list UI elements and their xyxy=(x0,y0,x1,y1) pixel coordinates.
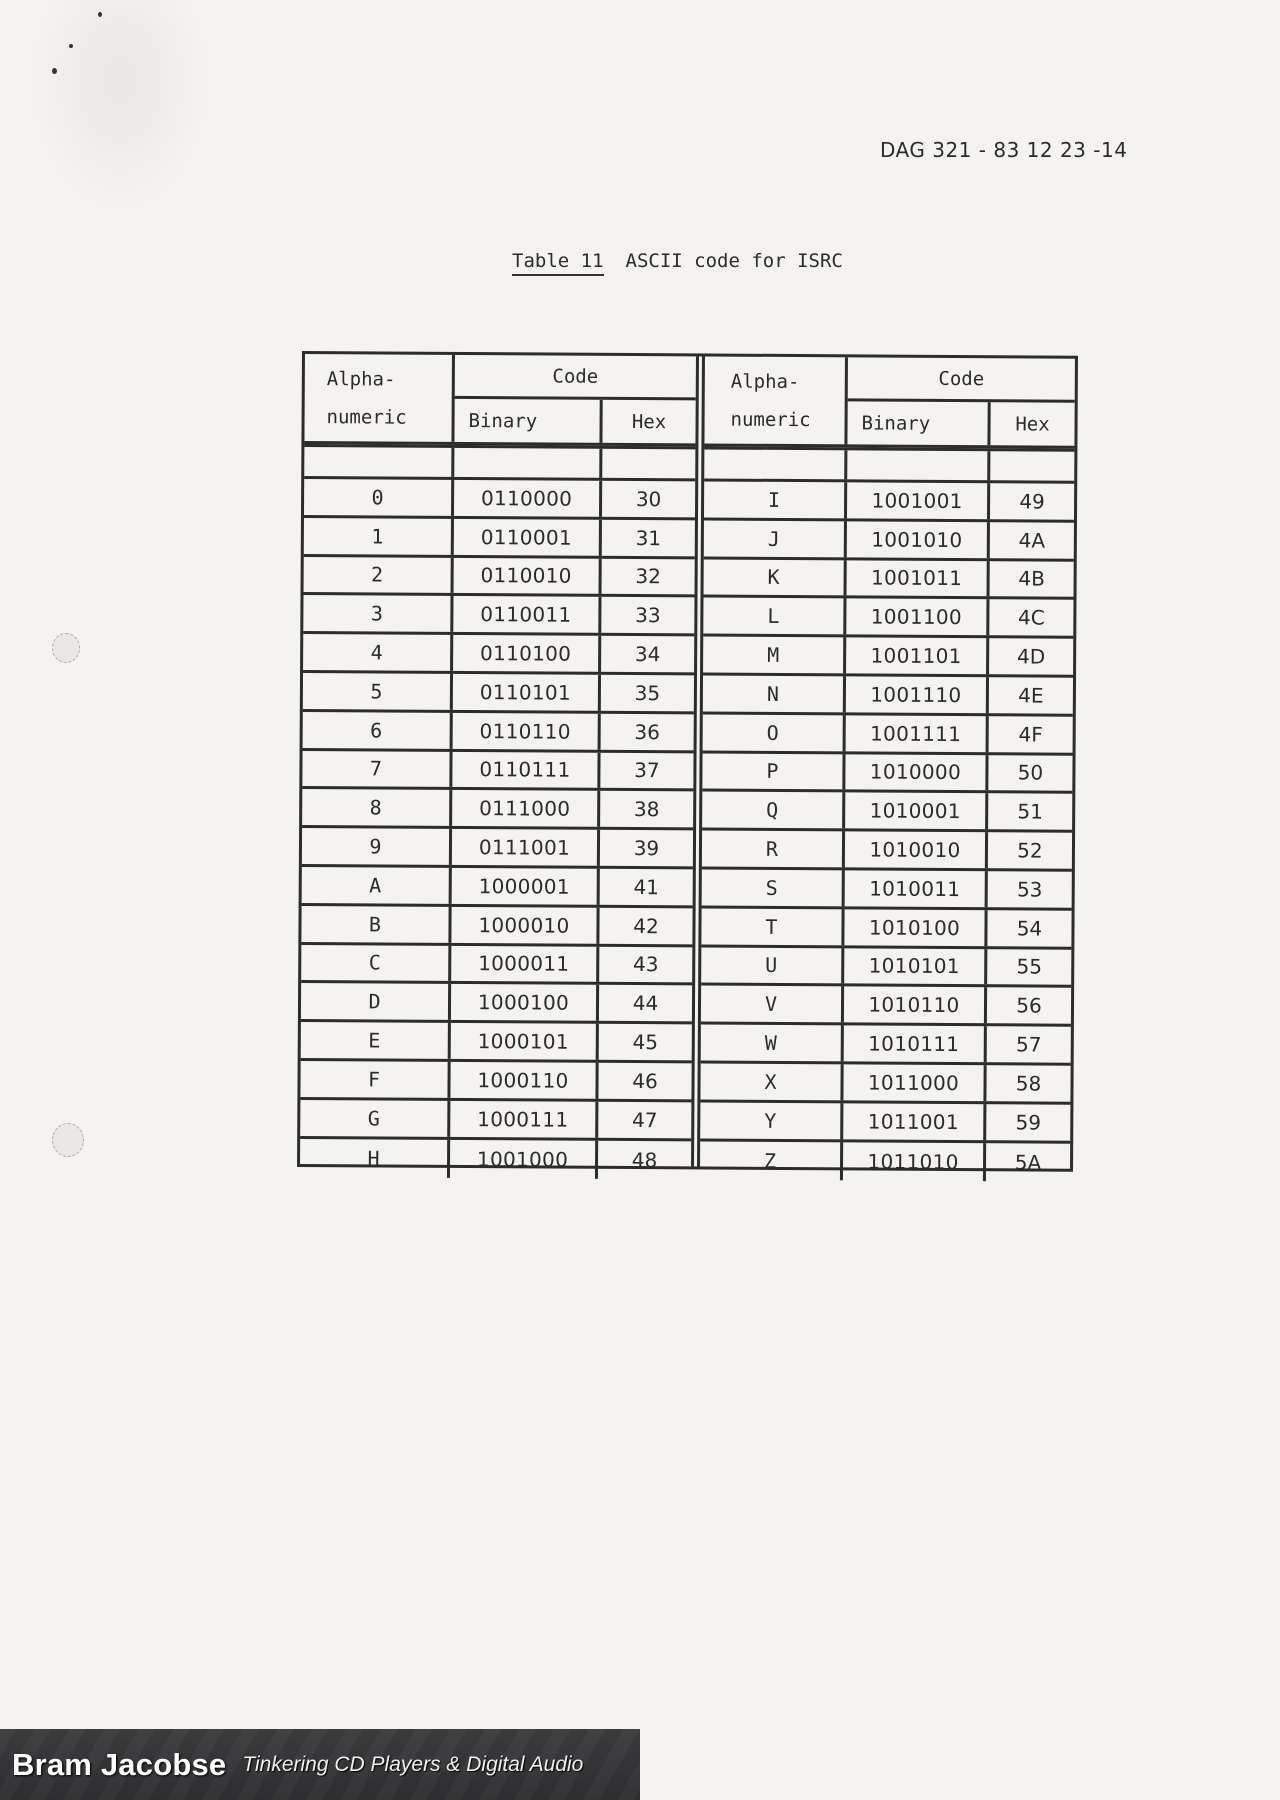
table-row xyxy=(702,753,1072,794)
watermark-banner xyxy=(0,1729,640,1800)
binary-cell: 1000011 xyxy=(451,945,599,982)
alpha-cell: C xyxy=(301,945,451,982)
header-hex: Hex xyxy=(631,410,667,433)
hex-cell: 43 xyxy=(632,952,659,977)
alpha-cell: G xyxy=(300,1100,450,1137)
binary-cell: 1000001 xyxy=(452,868,600,905)
binary-cell: 1001101 xyxy=(846,638,989,675)
alpha-cell: 8 xyxy=(302,789,452,826)
binary-cell: 1011010 xyxy=(843,1142,986,1182)
binary-cell: 1010000 xyxy=(845,754,988,791)
binary-cell: 1000110 xyxy=(450,1062,598,1099)
binary-cell: 0110001 xyxy=(454,519,602,556)
alpha-cell: P xyxy=(702,753,845,790)
hex-cell: 45 xyxy=(632,1030,659,1055)
hex-cell: 33 xyxy=(635,603,661,628)
hex-cell: 53 xyxy=(1016,877,1043,902)
table-title: ASCII code for ISRC xyxy=(625,250,843,272)
hex-cell: 37 xyxy=(634,758,660,783)
table-row xyxy=(302,828,693,869)
alpha-cell: X xyxy=(700,1063,843,1100)
table-row xyxy=(303,595,694,636)
binary-cell: 1001000 xyxy=(450,1139,598,1179)
binary-cell: 0110101 xyxy=(453,674,601,711)
binary-cell: 1010101 xyxy=(844,948,987,985)
binary-cell: 1010111 xyxy=(844,1025,987,1062)
hex-cell: 34 xyxy=(634,642,661,667)
header-alphanumeric: Alpha- numeric xyxy=(304,354,455,442)
hex-cell: 57 xyxy=(1015,1032,1042,1057)
alpha-cell: Z xyxy=(700,1141,843,1181)
header-binary: Binary xyxy=(454,399,602,443)
alpha-cell: N xyxy=(703,675,846,712)
binary-cell: 1000100 xyxy=(451,984,599,1021)
table-row xyxy=(301,945,692,986)
binary-cell: 0110110 xyxy=(453,713,601,750)
alpha-cell: J xyxy=(704,520,847,557)
table-row xyxy=(700,1141,1070,1182)
scan-speck xyxy=(69,44,73,48)
binary-cell: 1001111 xyxy=(846,715,989,752)
hex-cell: 4D xyxy=(1017,644,1046,669)
alpha-cell: O xyxy=(703,714,846,751)
table-row xyxy=(302,867,693,908)
hex-cell: 41 xyxy=(633,874,660,900)
hex-cell: 35 xyxy=(634,680,661,706)
hex-cell: 44 xyxy=(632,991,659,1016)
scan-speck xyxy=(52,68,57,74)
binary-cell: 0111001 xyxy=(452,829,600,866)
binary-cell: 1000101 xyxy=(451,1023,599,1060)
table-row xyxy=(700,1102,1070,1143)
table-row xyxy=(703,714,1073,755)
table-row xyxy=(303,634,694,675)
alpha-cell: R xyxy=(702,831,845,868)
hex-cell: 39 xyxy=(633,836,660,861)
table-right-half xyxy=(697,356,1075,1175)
alpha-cell: D xyxy=(301,983,451,1020)
table-row xyxy=(304,557,695,598)
hex-cell: 46 xyxy=(632,1068,658,1094)
binary-cell: 1010001 xyxy=(845,793,988,830)
table-body-left xyxy=(300,447,695,1173)
table-left-half xyxy=(300,354,696,1173)
binary-cell: 0110010 xyxy=(454,558,602,595)
alpha-cell: Y xyxy=(700,1102,843,1139)
header-code: Code xyxy=(455,355,696,400)
header-alphanumeric: Alpha- numeric xyxy=(704,356,848,444)
ascii-isrc-table xyxy=(297,351,1078,1175)
alpha-cell: T xyxy=(701,908,844,945)
table-row xyxy=(302,751,693,792)
alpha-cell: V xyxy=(701,986,844,1023)
binary-cell: 1011001 xyxy=(843,1103,986,1140)
hex-cell: 31 xyxy=(635,525,662,550)
hex-cell: 42 xyxy=(633,913,659,938)
alpha-cell: 2 xyxy=(304,557,454,594)
binary-cell: 1010100 xyxy=(844,909,987,946)
table-header xyxy=(304,354,696,446)
binary-cell: 0111000 xyxy=(452,790,600,827)
hex-cell: 51 xyxy=(1017,799,1043,824)
hex-cell: 5A xyxy=(1014,1150,1042,1175)
alpha-cell: 4 xyxy=(303,634,453,671)
hex-cell: 4A xyxy=(1018,528,1046,553)
alpha-cell: K xyxy=(704,559,847,596)
hex-cell: 49 xyxy=(1019,489,1045,514)
blank-row xyxy=(304,447,695,481)
hex-cell: 47 xyxy=(632,1107,658,1132)
table-row xyxy=(703,598,1073,639)
alpha-cell: L xyxy=(703,598,846,635)
alpha-cell: 0 xyxy=(304,479,454,516)
table-row xyxy=(302,789,693,830)
table-row xyxy=(303,673,694,714)
table-row xyxy=(703,637,1073,678)
scan-speck xyxy=(98,12,102,17)
hex-cell: 48 xyxy=(631,1147,658,1173)
banner-author: Bram Jacobse xyxy=(12,1746,227,1782)
binary-cell: 1001001 xyxy=(847,482,990,519)
table-row xyxy=(703,559,1073,600)
alpha-cell: Q xyxy=(702,792,845,829)
alpha-cell: A xyxy=(302,867,452,904)
table-row xyxy=(300,1100,691,1141)
binary-cell: 1000010 xyxy=(451,907,599,944)
hex-cell: 4B xyxy=(1018,566,1045,592)
table-caption xyxy=(512,250,843,272)
table-row xyxy=(704,481,1074,522)
hex-cell: 50 xyxy=(1017,760,1044,786)
alpha-cell: 5 xyxy=(303,673,453,710)
alpha-cell: 3 xyxy=(303,595,453,632)
hex-cell: 4E xyxy=(1018,683,1044,708)
table-row xyxy=(700,1063,1070,1104)
punch-hole-mark xyxy=(52,1123,84,1157)
alpha-cell: B xyxy=(301,906,451,943)
header-binary: Binary xyxy=(847,401,990,445)
hex-cell: 32 xyxy=(635,564,661,589)
binary-cell: 0110100 xyxy=(453,635,601,672)
table-row xyxy=(301,1022,692,1063)
alpha-cell: H xyxy=(300,1139,450,1179)
binary-cell: 0110111 xyxy=(452,752,600,789)
header-code: Code xyxy=(848,357,1075,402)
blank-row xyxy=(704,449,1074,483)
punch-hole-mark xyxy=(52,633,80,663)
table-row xyxy=(703,675,1073,716)
table-row xyxy=(301,906,692,947)
binary-cell: 1010010 xyxy=(845,831,988,868)
table-row xyxy=(304,518,695,559)
table-row xyxy=(304,479,695,520)
header-hex: Hex xyxy=(1015,412,1050,436)
document-reference: DAG 321 - 83 12 23 -14 xyxy=(880,138,1128,162)
hex-cell: 52 xyxy=(1017,838,1043,863)
binary-cell: 1001110 xyxy=(846,676,989,713)
table-row xyxy=(303,712,694,753)
binary-cell: 1001010 xyxy=(847,521,990,558)
hex-cell: 56 xyxy=(1016,993,1042,1018)
hex-cell: 4F xyxy=(1018,722,1043,747)
table-row xyxy=(702,792,1072,833)
table-body-right xyxy=(700,449,1074,1175)
hex-cell: 58 xyxy=(1015,1071,1042,1096)
table-row xyxy=(704,520,1074,561)
alpha-cell: 7 xyxy=(302,751,452,788)
binary-cell: 1001100 xyxy=(846,599,989,636)
table-row xyxy=(702,869,1072,910)
table-row xyxy=(301,983,692,1024)
hex-cell: 36 xyxy=(634,719,660,744)
table-row xyxy=(701,1025,1071,1066)
table-row xyxy=(702,831,1072,872)
hex-cell: 30 xyxy=(635,486,662,512)
table-row xyxy=(300,1061,691,1102)
hex-cell: 55 xyxy=(1016,954,1043,979)
binary-cell: 0110000 xyxy=(454,480,602,517)
table-row xyxy=(701,947,1071,988)
table-header xyxy=(704,356,1075,448)
alpha-cell: U xyxy=(701,947,844,984)
alpha-cell: W xyxy=(701,1025,844,1062)
table-row xyxy=(701,986,1071,1027)
alpha-cell: F xyxy=(300,1061,450,1098)
alpha-cell: 1 xyxy=(304,518,454,555)
table-row xyxy=(701,908,1071,949)
binary-cell: 1010110 xyxy=(844,987,987,1024)
binary-cell: 1010011 xyxy=(845,870,988,907)
binary-cell: 0110011 xyxy=(453,596,601,633)
alpha-cell: M xyxy=(703,637,846,674)
hex-cell: 59 xyxy=(1015,1110,1042,1135)
alpha-cell: I xyxy=(704,481,847,518)
hex-cell: 38 xyxy=(633,797,660,822)
table-row xyxy=(300,1139,691,1180)
binary-cell: 1001011 xyxy=(847,560,990,597)
alpha-cell: S xyxy=(702,869,845,906)
alpha-cell: 9 xyxy=(302,828,452,865)
hex-cell: 54 xyxy=(1016,916,1043,941)
banner-tagline: Tinkering CD Players & Digital Audio xyxy=(242,1752,584,1776)
alpha-cell: 6 xyxy=(303,712,453,749)
table-number: Table 11 xyxy=(512,250,604,276)
binary-cell: 1000111 xyxy=(450,1101,598,1138)
alpha-cell: E xyxy=(301,1022,451,1059)
binary-cell: 1011000 xyxy=(843,1064,986,1101)
hex-cell: 4C xyxy=(1017,605,1045,630)
